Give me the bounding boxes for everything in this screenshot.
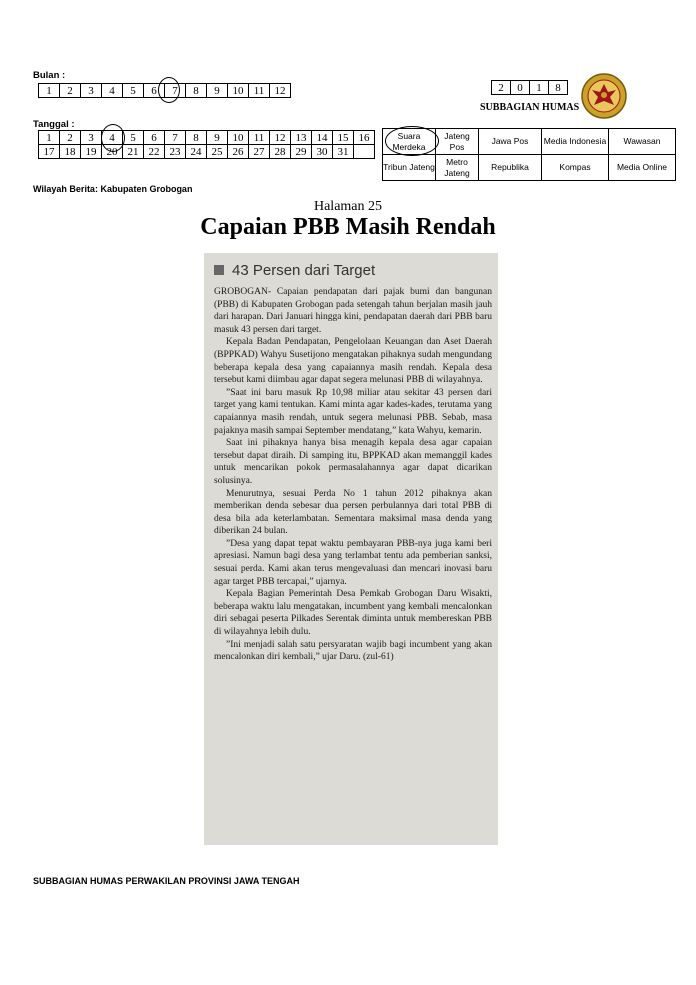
date-cell: 15 bbox=[333, 131, 354, 145]
date-cell: 16 bbox=[354, 131, 375, 145]
month-cell: 4 bbox=[102, 84, 123, 98]
article-paragraph: Kepala Bagian Pemerintah Desa Pemkab Grobogan Daru Wisakti, beberapa waktu lalu mengatakan, incumbent yang kembali mencalonkan diri sebagai peserta Pilkades Serentak diminta untuk membereskan PBB di wilayahnya lebih dulu. bbox=[214, 589, 492, 638]
date-cell: 11 bbox=[249, 131, 270, 145]
date-cell: 3 bbox=[81, 131, 102, 145]
article-paragraph: Saat ini pihaknya hanya bisa menagih kepala desa agar capaian tersebut dapat diraih. Di samping itu, BPPKAD akan memanggil kades untuk mencarikan pokok permasalahannya agar dapat dicarikan solusinya. bbox=[214, 438, 492, 486]
month-cell: 8 bbox=[186, 84, 207, 98]
date-cell: 29 bbox=[291, 145, 312, 159]
date-cell: 2 bbox=[60, 131, 81, 145]
paper-cell: Metro Jateng bbox=[436, 155, 479, 181]
date-cell: 12 bbox=[270, 131, 291, 145]
page-number: Halaman 25 bbox=[313, 199, 383, 214]
article-paragraph: GROBOGAN- Capaian pendapatan dari pajak bumi dan bangunan (PBB) di Kabupaten Grobogan pada setengah tahun berjalan masih jauh dari harapan. Dari Januari hingga kini, pendapatan daerah dari PBB baru masuk 43 persen dari target. bbox=[214, 287, 492, 335]
date-cell: 1 bbox=[39, 131, 60, 145]
date-cell: 30 bbox=[312, 145, 333, 159]
date-selection-circle bbox=[101, 124, 125, 152]
year-digit: 1 bbox=[530, 81, 549, 95]
month-selection-circle bbox=[158, 77, 180, 103]
paper-cell: Jateng Pos bbox=[436, 129, 479, 155]
date-cell-selected: 4 bbox=[102, 131, 123, 145]
date-cell bbox=[354, 145, 375, 159]
year-digit: 8 bbox=[549, 81, 568, 95]
paper-cell: Media Online bbox=[609, 155, 676, 181]
date-cell: 21 bbox=[123, 145, 144, 159]
clipping-subhead: 43 Persen dari Target bbox=[214, 259, 492, 281]
article-paragraph: Kepala Badan Pendapatan, Pengelolaan Keuangan dan Aset Daerah (BPPKAD) Wahyu Susetijono mengatakan pihaknya sudah mengundang beberapa kepala desa yang capaiannya masih rendah. Kepala desa tersebut kami diimbau agar dapat segera melunasi PBB di wilayahnya. bbox=[214, 337, 492, 386]
paper-cell: Jawa Pos bbox=[479, 129, 542, 155]
date-cell: 22 bbox=[144, 145, 165, 159]
month-cell: 11 bbox=[249, 84, 270, 98]
date-cell: 9 bbox=[207, 131, 228, 145]
date-cell: 14 bbox=[312, 131, 333, 145]
date-cell: 26 bbox=[228, 145, 249, 159]
month-cell: 5 bbox=[123, 84, 144, 98]
date-cell: 23 bbox=[165, 145, 186, 159]
year-box bbox=[491, 80, 568, 95]
month-cell: 3 bbox=[81, 84, 102, 98]
paper-cell: Media Indonesia bbox=[542, 129, 609, 155]
month-cell: 6 bbox=[144, 84, 165, 98]
article-paragraph: Menurutnya, sesuai Perda No 1 tahun 2012 pihaknya akan memberikan denda sebesar dua persen perbulannya dari total PBB di desa bila ada keterlambatan. Sementara maksimal masa denda yang diberikan 24 bulan. bbox=[214, 488, 492, 537]
date-cell: 28 bbox=[270, 145, 291, 159]
date-cell: 8 bbox=[186, 131, 207, 145]
date-cell: 24 bbox=[186, 145, 207, 159]
paper-cell: Tribun Jateng bbox=[383, 155, 436, 181]
date-cell: 10 bbox=[228, 131, 249, 145]
date-cell: 19 bbox=[81, 145, 102, 159]
date-cell: 17 bbox=[39, 145, 60, 159]
subbagian-title: SUBBAGIAN HUMAS bbox=[480, 102, 580, 113]
tanggal-label: Tanggal : bbox=[33, 119, 75, 130]
date-cell: 25 bbox=[207, 145, 228, 159]
tanggal-grid bbox=[38, 130, 375, 159]
month-cell: 2 bbox=[60, 84, 81, 98]
garuda-emblem-icon bbox=[580, 72, 628, 120]
date-cell: 5 bbox=[123, 131, 144, 145]
date-cell: 20 bbox=[102, 145, 123, 159]
year-digit: 0 bbox=[511, 81, 530, 95]
paper-cell: Republika bbox=[479, 155, 542, 181]
news-clipping bbox=[204, 253, 498, 845]
date-cell: 13 bbox=[291, 131, 312, 145]
wilayah-label: Wilayah Berita: Kabupaten Grobogan bbox=[33, 184, 193, 194]
date-cell: 6 bbox=[144, 131, 165, 145]
date-cell: 18 bbox=[60, 145, 81, 159]
square-bullet-icon bbox=[214, 265, 224, 275]
date-cell: 27 bbox=[249, 145, 270, 159]
year-digit: 2 bbox=[492, 81, 511, 95]
month-cell: 10 bbox=[228, 84, 249, 98]
month-cell: 1 bbox=[39, 84, 60, 98]
paper-cell: Wawasan bbox=[609, 129, 676, 155]
paper-selection-circle bbox=[385, 126, 439, 156]
footer-text: SUBBAGIAN HUMAS PERWAKILAN PROVINSI JAWA TENGAH bbox=[33, 876, 300, 886]
paper-cell-selected: Suara Merdeka bbox=[383, 129, 436, 155]
date-cell: 31 bbox=[333, 145, 354, 159]
month-cell-selected: 7 bbox=[165, 84, 186, 98]
article-paragraph: ”Desa yang dapat tepat waktu pembayaran PBB-nya juga kami beri apresiasi. Namun bagi desa yang terlambat tentu ada pemberian sanksi, sesuai perda. Kami akan terus mengevaluasi dan mencari inovasi baru agar target PBB tercapai,” ujarnya. bbox=[214, 538, 492, 587]
month-cell: 9 bbox=[207, 84, 228, 98]
bulan-label: Bulan : bbox=[33, 70, 66, 81]
date-cell: 7 bbox=[165, 131, 186, 145]
month-cell: 12 bbox=[270, 84, 291, 98]
paper-cell: Kompas bbox=[542, 155, 609, 181]
article-paragraph: ”Saat ini baru masuk Rp 10,98 miliar atau sekitar 43 persen dari target yang kami tentukan. Kami minta agar kades-kades, terutama yang capaiannya masih rendah, untuk segera melunasi PBB. Sebab, masa pajaknya masih sampai September mendatang,” kata Wahyu, kemarin. bbox=[214, 387, 492, 436]
headline: Capaian PBB Masih Rendah bbox=[200, 214, 496, 240]
article-paragraph: ”Ini menjadi salah satu persyaratan wajib bagi incumbent yang akan mencalonkan diri kembali,” ujar Daru. (zul-61) bbox=[214, 639, 492, 663]
